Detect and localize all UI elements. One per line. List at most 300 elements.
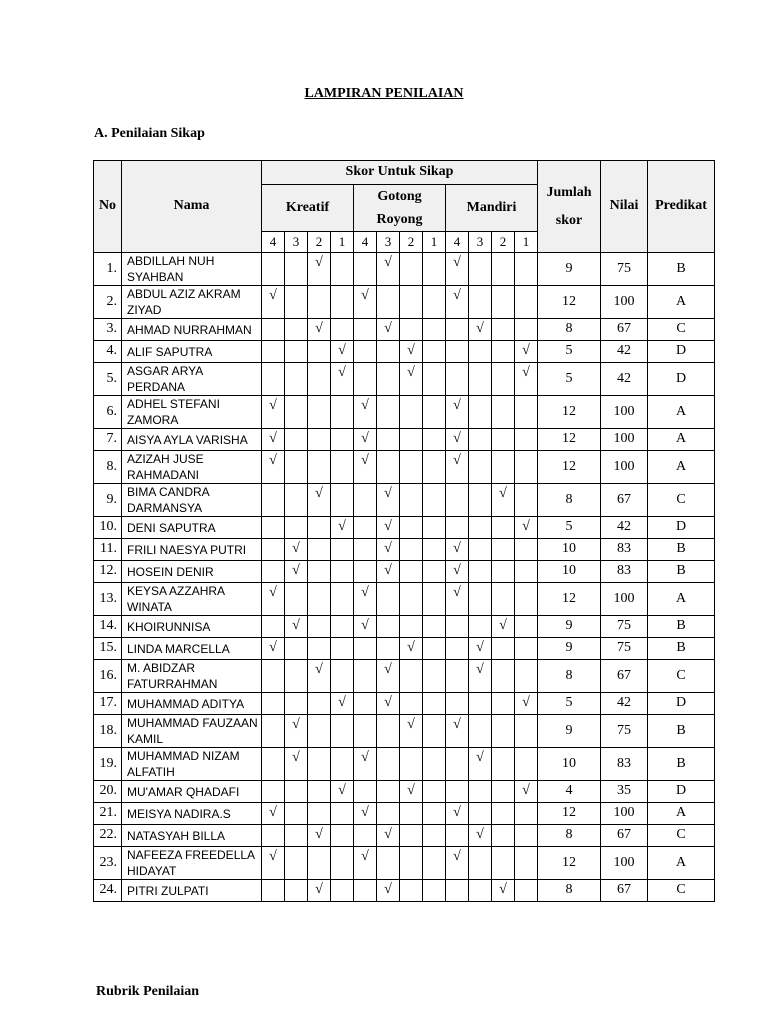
score-cell (377, 341, 400, 363)
check-mark-icon: √ (308, 319, 331, 341)
score-cell (446, 748, 469, 781)
score-cell (515, 638, 538, 660)
score-cell (400, 880, 423, 902)
score-cell (308, 616, 331, 638)
score-header-cell: 4 (262, 232, 285, 253)
score-cell (469, 781, 492, 803)
row-nilai: 67 (601, 825, 648, 847)
row-jumlah: 12 (538, 847, 601, 880)
score-cell (331, 825, 354, 847)
score-cell (308, 517, 331, 539)
row-predikat: B (648, 616, 715, 638)
score-cell (285, 363, 308, 396)
score-cell (377, 638, 400, 660)
score-cell (469, 396, 492, 429)
assessment-table (93, 160, 715, 902)
row-jumlah: 9 (538, 638, 601, 660)
check-mark-icon: √ (400, 638, 423, 660)
check-mark-icon: √ (469, 825, 492, 847)
score-cell (354, 660, 377, 693)
score-cell (262, 517, 285, 539)
score-cell (423, 847, 446, 880)
score-cell (262, 781, 285, 803)
score-cell (331, 638, 354, 660)
score-cell (423, 803, 446, 825)
check-mark-icon: √ (446, 253, 469, 286)
row-jumlah: 5 (538, 517, 601, 539)
score-cell (285, 429, 308, 451)
score-cell (377, 803, 400, 825)
row-jumlah: 10 (538, 561, 601, 583)
score-cell (469, 561, 492, 583)
row-nilai: 100 (601, 396, 648, 429)
score-cell (262, 561, 285, 583)
score-cell (285, 693, 308, 715)
row-nama: KEYSA AZZAHRA WINATA (122, 583, 262, 616)
score-cell (285, 396, 308, 429)
score-cell (308, 561, 331, 583)
score-cell (446, 484, 469, 517)
score-cell (285, 880, 308, 902)
score-cell (377, 286, 400, 319)
check-mark-icon: √ (469, 638, 492, 660)
row-nilai: 75 (601, 638, 648, 660)
row-no: 18. (94, 715, 122, 748)
score-cell (262, 825, 285, 847)
check-mark-icon: √ (377, 517, 400, 539)
row-predikat: A (648, 583, 715, 616)
row-predikat: D (648, 363, 715, 396)
score-cell (446, 638, 469, 660)
score-cell (492, 748, 515, 781)
score-cell (469, 451, 492, 484)
score-cell (515, 748, 538, 781)
score-cell (400, 429, 423, 451)
check-mark-icon: √ (354, 429, 377, 451)
row-jumlah: 12 (538, 396, 601, 429)
score-cell (469, 253, 492, 286)
score-cell (515, 451, 538, 484)
row-jumlah: 4 (538, 781, 601, 803)
score-cell (354, 517, 377, 539)
score-cell (492, 286, 515, 319)
table-row (94, 748, 715, 781)
score-cell (446, 319, 469, 341)
score-cell (331, 286, 354, 319)
score-cell (400, 396, 423, 429)
row-nilai: 83 (601, 748, 648, 781)
check-mark-icon: √ (262, 638, 285, 660)
check-mark-icon: √ (308, 253, 331, 286)
row-predikat: C (648, 319, 715, 341)
score-header-cell: 4 (354, 232, 377, 253)
check-mark-icon: √ (446, 561, 469, 583)
table-row (94, 660, 715, 693)
check-mark-icon: √ (377, 825, 400, 847)
row-no: 4. (94, 341, 122, 363)
row-nama: MUHAMMAD ADITYA (122, 693, 262, 715)
score-cell (262, 880, 285, 902)
check-mark-icon: √ (446, 451, 469, 484)
check-mark-icon: √ (354, 616, 377, 638)
score-cell (262, 660, 285, 693)
check-mark-icon: √ (308, 484, 331, 517)
score-cell (262, 539, 285, 561)
row-nilai: 75 (601, 715, 648, 748)
row-no: 17. (94, 693, 122, 715)
score-cell (308, 847, 331, 880)
score-cell (515, 319, 538, 341)
row-jumlah: 8 (538, 825, 601, 847)
row-nama: ABDUL AZIZ AKRAM ZIYAD (122, 286, 262, 319)
score-cell (308, 748, 331, 781)
score-cell (469, 880, 492, 902)
score-cell (423, 484, 446, 517)
score-cell (400, 539, 423, 561)
row-nama: ABDILLAH NUH SYAHBAN (122, 253, 262, 286)
check-mark-icon: √ (377, 693, 400, 715)
score-cell (492, 451, 515, 484)
score-cell (331, 319, 354, 341)
check-mark-icon: √ (446, 847, 469, 880)
score-cell (285, 583, 308, 616)
table-row (94, 517, 715, 539)
table-row (94, 286, 715, 319)
row-predikat: A (648, 429, 715, 451)
row-nilai: 83 (601, 539, 648, 561)
score-cell (423, 638, 446, 660)
table-row (94, 693, 715, 715)
check-mark-icon: √ (400, 715, 423, 748)
score-cell (354, 638, 377, 660)
score-cell (492, 253, 515, 286)
score-cell (308, 429, 331, 451)
score-cell (331, 429, 354, 451)
row-nama: NATASYAH BILLA (122, 825, 262, 847)
score-cell (308, 693, 331, 715)
row-nilai: 67 (601, 660, 648, 693)
check-mark-icon: √ (400, 363, 423, 396)
score-cell (515, 616, 538, 638)
header-mandiri: Mandiri (446, 185, 538, 232)
score-cell (515, 253, 538, 286)
row-no: 23. (94, 847, 122, 880)
table-row (94, 451, 715, 484)
score-cell (354, 319, 377, 341)
score-cell (469, 539, 492, 561)
row-jumlah: 9 (538, 715, 601, 748)
row-predikat: B (648, 715, 715, 748)
row-nilai: 35 (601, 781, 648, 803)
score-cell (400, 693, 423, 715)
row-nilai: 75 (601, 616, 648, 638)
row-predikat: D (648, 781, 715, 803)
score-cell (469, 363, 492, 396)
score-cell (400, 517, 423, 539)
score-cell (354, 561, 377, 583)
row-predikat: A (648, 286, 715, 319)
score-header-cell: 1 (515, 232, 538, 253)
check-mark-icon: √ (354, 451, 377, 484)
table-row (94, 561, 715, 583)
score-cell (515, 396, 538, 429)
row-predikat: B (648, 748, 715, 781)
header-jumlah: Jumlah skor (538, 161, 601, 253)
score-cell (331, 451, 354, 484)
score-cell (446, 825, 469, 847)
score-cell (423, 825, 446, 847)
score-cell (262, 319, 285, 341)
row-no: 24. (94, 880, 122, 902)
table-row (94, 781, 715, 803)
check-mark-icon: √ (354, 396, 377, 429)
score-cell (469, 341, 492, 363)
header-nilai: Nilai (601, 161, 648, 253)
row-nilai: 67 (601, 319, 648, 341)
check-mark-icon: √ (446, 429, 469, 451)
score-cell (308, 396, 331, 429)
score-cell (262, 341, 285, 363)
score-cell (423, 880, 446, 902)
score-cell (308, 715, 331, 748)
table-row (94, 253, 715, 286)
table-row (94, 396, 715, 429)
score-cell (308, 638, 331, 660)
row-nilai: 42 (601, 363, 648, 396)
row-jumlah: 12 (538, 429, 601, 451)
row-nama: KHOIRUNNISA (122, 616, 262, 638)
row-jumlah: 5 (538, 693, 601, 715)
check-mark-icon: √ (262, 429, 285, 451)
row-no: 3. (94, 319, 122, 341)
score-cell (331, 847, 354, 880)
check-mark-icon: √ (446, 803, 469, 825)
score-cell (423, 341, 446, 363)
header-gotong-royong: Gotong Royong (354, 185, 446, 232)
score-cell (423, 583, 446, 616)
score-cell (377, 363, 400, 396)
score-cell (492, 396, 515, 429)
row-nilai: 42 (601, 341, 648, 363)
row-no: 20. (94, 781, 122, 803)
row-predikat: D (648, 517, 715, 539)
table-row (94, 715, 715, 748)
row-jumlah: 10 (538, 539, 601, 561)
row-nilai: 42 (601, 693, 648, 715)
page-title: LAMPIRAN PENILAIAN (304, 86, 464, 101)
row-predikat: B (648, 638, 715, 660)
score-cell (515, 484, 538, 517)
row-jumlah: 8 (538, 880, 601, 902)
row-nilai: 100 (601, 583, 648, 616)
check-mark-icon: √ (285, 715, 308, 748)
header-kreatif: Kreatif (262, 185, 354, 232)
check-mark-icon: √ (354, 286, 377, 319)
row-nama: HOSEIN DENIR (122, 561, 262, 583)
row-jumlah: 12 (538, 583, 601, 616)
header-skor-group: Skor Untuk Sikap (262, 161, 538, 185)
row-nilai: 67 (601, 880, 648, 902)
row-no: 16. (94, 660, 122, 693)
score-header-cell: 3 (285, 232, 308, 253)
table-row (94, 825, 715, 847)
row-predikat: A (648, 803, 715, 825)
score-cell (423, 451, 446, 484)
row-no: 5. (94, 363, 122, 396)
row-predikat: A (648, 396, 715, 429)
row-no: 19. (94, 748, 122, 781)
score-cell (423, 363, 446, 396)
score-cell (446, 660, 469, 693)
table-row (94, 319, 715, 341)
score-header-cell: 4 (446, 232, 469, 253)
score-cell (492, 781, 515, 803)
score-cell (469, 803, 492, 825)
score-cell (400, 561, 423, 583)
score-cell (377, 748, 400, 781)
score-cell (308, 539, 331, 561)
score-cell (377, 429, 400, 451)
score-cell (423, 715, 446, 748)
score-header-cell: 1 (423, 232, 446, 253)
score-cell (308, 583, 331, 616)
row-nama: AISYA AYLA VARISHA (122, 429, 262, 451)
score-cell (377, 847, 400, 880)
score-cell (423, 561, 446, 583)
row-no: 6. (94, 396, 122, 429)
score-cell (308, 451, 331, 484)
score-cell (308, 803, 331, 825)
score-cell (469, 616, 492, 638)
score-cell (400, 451, 423, 484)
score-cell (515, 539, 538, 561)
score-cell (354, 539, 377, 561)
check-mark-icon: √ (331, 341, 354, 363)
check-mark-icon: √ (354, 847, 377, 880)
score-header-cell: 2 (400, 232, 423, 253)
score-cell (377, 781, 400, 803)
table-row (94, 638, 715, 660)
score-cell (308, 781, 331, 803)
row-no: 7. (94, 429, 122, 451)
row-predikat: B (648, 253, 715, 286)
score-cell (377, 396, 400, 429)
table-row (94, 616, 715, 638)
score-cell (492, 803, 515, 825)
check-mark-icon: √ (285, 539, 308, 561)
score-cell (492, 583, 515, 616)
row-no: 21. (94, 803, 122, 825)
score-cell (377, 616, 400, 638)
score-cell (423, 539, 446, 561)
score-cell (423, 693, 446, 715)
score-cell (446, 880, 469, 902)
check-mark-icon: √ (515, 341, 538, 363)
score-cell (423, 616, 446, 638)
check-mark-icon: √ (331, 781, 354, 803)
check-mark-icon: √ (331, 693, 354, 715)
score-cell (515, 561, 538, 583)
check-mark-icon: √ (331, 517, 354, 539)
row-predikat: A (648, 847, 715, 880)
row-predikat: C (648, 825, 715, 847)
score-cell (262, 748, 285, 781)
check-mark-icon: √ (262, 583, 285, 616)
score-cell (354, 825, 377, 847)
score-cell (469, 517, 492, 539)
score-cell (262, 484, 285, 517)
check-mark-icon: √ (469, 319, 492, 341)
score-header-cell: 3 (377, 232, 400, 253)
row-predikat: A (648, 451, 715, 484)
row-jumlah: 10 (538, 748, 601, 781)
check-mark-icon: √ (492, 484, 515, 517)
check-mark-icon: √ (308, 825, 331, 847)
table-row (94, 539, 715, 561)
check-mark-icon: √ (262, 847, 285, 880)
row-no: 13. (94, 583, 122, 616)
row-nama: ADHEL STEFANI ZAMORA (122, 396, 262, 429)
row-nilai: 100 (601, 803, 648, 825)
row-predikat: C (648, 484, 715, 517)
row-nama: PITRI ZULPATI (122, 880, 262, 902)
score-cell (446, 341, 469, 363)
row-jumlah: 5 (538, 363, 601, 396)
score-cell (423, 660, 446, 693)
row-nama: DENI SAPUTRA (122, 517, 262, 539)
row-jumlah: 8 (538, 484, 601, 517)
row-nilai: 100 (601, 847, 648, 880)
score-cell (400, 847, 423, 880)
header-nama: Nama (122, 161, 262, 253)
row-nama: MU'AMAR QHADAFI (122, 781, 262, 803)
check-mark-icon: √ (285, 616, 308, 638)
row-nama: NAFEEZA FREEDELLA HIDAYAT (122, 847, 262, 880)
header-no: No (94, 161, 122, 253)
score-cell (492, 341, 515, 363)
score-header-cell: 3 (469, 232, 492, 253)
score-cell (492, 693, 515, 715)
score-cell (492, 825, 515, 847)
score-cell (400, 803, 423, 825)
check-mark-icon: √ (469, 660, 492, 693)
check-mark-icon: √ (285, 561, 308, 583)
check-mark-icon: √ (446, 715, 469, 748)
score-cell (400, 660, 423, 693)
check-mark-icon: √ (285, 748, 308, 781)
table-row (94, 484, 715, 517)
row-jumlah: 8 (538, 660, 601, 693)
score-cell (285, 253, 308, 286)
footer-title: Rubrik Penilaian (96, 984, 200, 999)
check-mark-icon: √ (377, 253, 400, 286)
row-nama: AHMAD NURRAHMAN (122, 319, 262, 341)
score-cell (331, 583, 354, 616)
score-cell (377, 715, 400, 748)
check-mark-icon: √ (331, 363, 354, 396)
check-mark-icon: √ (469, 748, 492, 781)
score-cell (492, 660, 515, 693)
score-cell (515, 880, 538, 902)
score-cell (331, 396, 354, 429)
score-cell (423, 517, 446, 539)
score-cell (262, 363, 285, 396)
score-cell (308, 363, 331, 396)
row-predikat: D (648, 693, 715, 715)
row-predikat: C (648, 660, 715, 693)
score-cell (469, 847, 492, 880)
check-mark-icon: √ (377, 561, 400, 583)
